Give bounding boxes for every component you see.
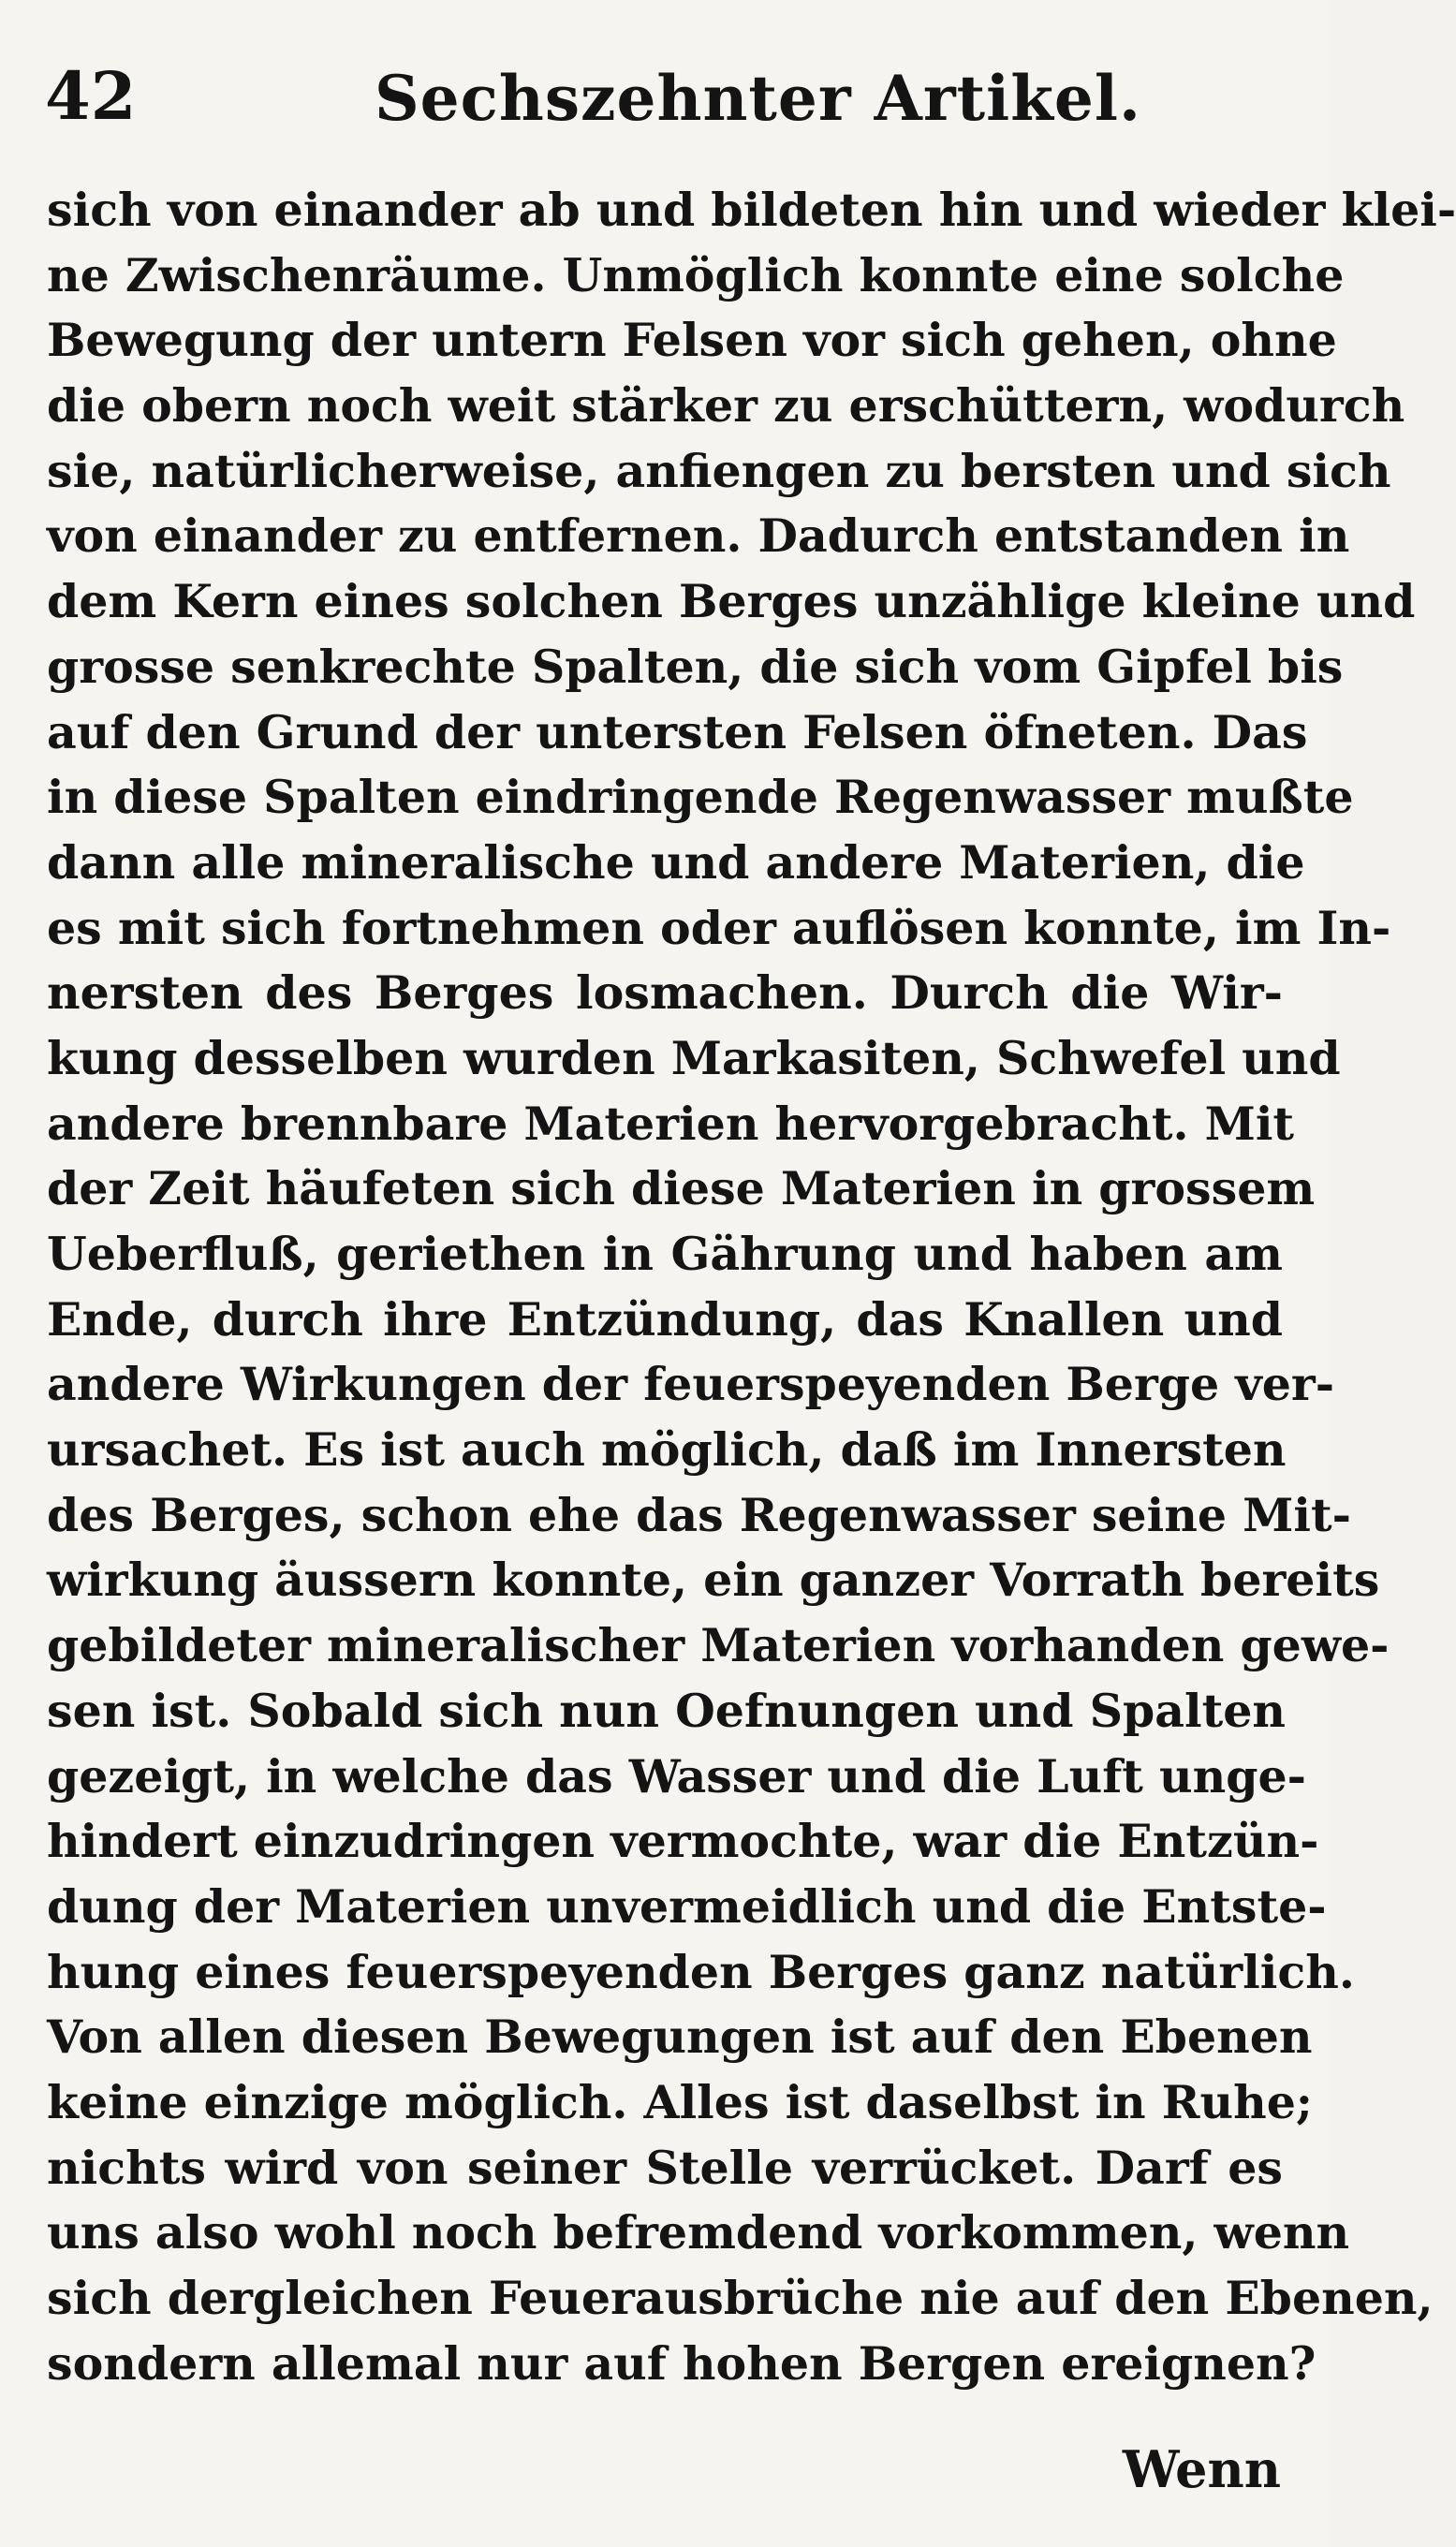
text-line: nichts wird von seiner Stelle verrücket. Darf es xyxy=(47,2140,1283,2195)
page-number: 42 xyxy=(45,57,137,135)
text-line: andere brennbare Materien hervorgebracht. Mit xyxy=(47,1096,1295,1151)
text-line: uns also wohl noch befremdend vorkommen, wenn xyxy=(47,2205,1350,2260)
text-line: gebildeter mineralischer Materien vorhanden gewe- xyxy=(47,1618,1390,1673)
text-line: des Berges, schon ehe das Regenwasser seine Mit- xyxy=(47,1487,1351,1542)
text-line: grosse senkrechte Spalten, die sich vom Gipfel bis xyxy=(47,639,1344,694)
text-line: sich dergleichen Feuerausbrüche nie auf den Ebenen, xyxy=(47,2271,1434,2325)
text-line: von einander zu entfernen. Dadurch entstanden in xyxy=(47,508,1350,564)
text-line: hindert einzudringen vermochte, war die Entzün- xyxy=(47,1814,1319,1869)
text-line: keine einzige möglich. Alles ist daselbst in Ruhe; xyxy=(47,2074,1313,2129)
text-line: gezeigt, in welche das Wasser und die Luft unge- xyxy=(47,1748,1306,1804)
text-line: wirkung äussern konnte, ein ganzer Vorrath bereits xyxy=(47,1553,1380,1608)
text-line: auf den Grund der untersten Felsen öfneten. Das xyxy=(47,704,1308,759)
text-line: es mit sich fortnehmen oder auflösen konnte, im In- xyxy=(47,900,1391,955)
text-line: ursachet. Es ist auch möglich, daß im Innersten xyxy=(47,1422,1287,1478)
text-line: sich von einander ab und bildeten hin und wieder klei- xyxy=(47,183,1456,237)
text-line: sie, natürlicherweise, anfiengen zu bersten und sich xyxy=(47,443,1391,498)
text-line: ne Zwischenräume. Unmöglich konnte eine solche xyxy=(47,247,1345,302)
text-line: kung desselben wurden Markasiten, Schwefel und xyxy=(47,1030,1341,1085)
text-line: Bewegung der untern Felsen vor sich gehen, ohne xyxy=(47,313,1337,368)
running-head: Sechszehnter Artikel. xyxy=(375,62,1141,135)
text-line: dem Kern eines solchen Berges unzählige kleine und xyxy=(47,574,1416,629)
text-line: dann alle mineralische und andere Materien, die xyxy=(47,834,1305,890)
text-line: nersten des Berges losmachen. Durch die Wir- xyxy=(47,965,1283,1021)
text-line: Von allen diesen Bewegungen ist auf den Ebenen xyxy=(47,2010,1313,2065)
text-line: Ende, durch ihre Entzündung, das Knallen und xyxy=(47,1291,1283,1347)
text-line: dung der Materien unvermeidlich und die Entste- xyxy=(47,1878,1327,1934)
text-line: Ueberfluß, geriethen in Gährung und haben am xyxy=(47,1227,1283,1281)
catchword: Wenn xyxy=(1122,2439,1281,2499)
body-text xyxy=(47,178,1456,2396)
text-line: andere Wirkungen der feuerspeyenden Berge ver- xyxy=(47,1357,1335,1412)
text-line: die obern noch weit stärker zu erschüttern, wodurch xyxy=(47,378,1405,434)
text-line: sen ist. Sobald sich nun Oefnungen und Spalten xyxy=(47,1683,1287,1738)
text-line: hung eines feuerspeyenden Berges ganz natürlich. xyxy=(47,1944,1355,1999)
text-line: sondern allemal nur auf hohen Bergen ereignen? xyxy=(47,2335,1316,2391)
text-line: in diese Spalten eindringende Regenwasser mußte xyxy=(47,770,1354,825)
text-line: der Zeit häufeten sich diese Materien in grossem xyxy=(47,1161,1316,1216)
